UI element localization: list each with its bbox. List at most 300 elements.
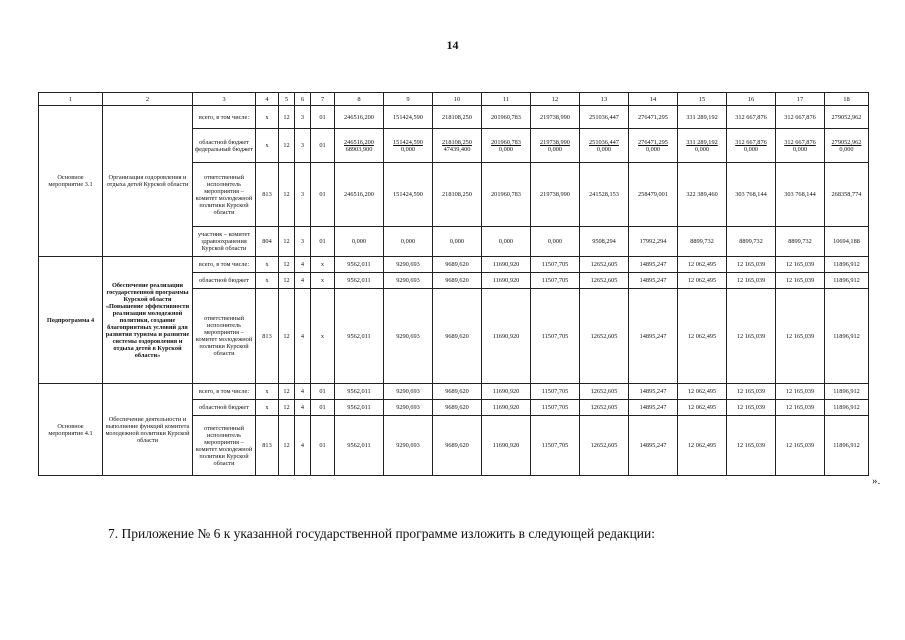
value-text: 0,000	[400, 238, 416, 245]
code-cell: 4	[295, 273, 311, 289]
value-text: 12 165,039	[736, 277, 766, 284]
value-cell	[580, 227, 629, 257]
value-cell	[776, 106, 825, 129]
value-cell	[433, 273, 482, 289]
code-cell: 01	[311, 416, 335, 476]
value-cell	[531, 163, 580, 227]
funding-source-cell: областной бюджет	[193, 273, 256, 289]
value-text: 9290,693	[396, 404, 420, 411]
value-text: 9290,693	[396, 261, 420, 268]
value-cell	[678, 400, 727, 416]
value-cell	[629, 416, 678, 476]
header-cell: 7	[311, 93, 335, 106]
header-cell: 18	[825, 93, 869, 106]
header-cell: 3	[193, 93, 256, 106]
funding-source-cell: всего, в том числе:	[193, 106, 256, 129]
value-cell	[384, 129, 433, 163]
value-text: 322 389,460	[686, 191, 718, 198]
value-cell	[335, 129, 384, 163]
code-cell: х	[311, 289, 335, 384]
code-cell: 4	[295, 289, 311, 384]
value-cell	[678, 289, 727, 384]
item-code-cell: Подпрограмма 4	[39, 257, 103, 384]
value-cell	[727, 289, 776, 384]
value-cell	[335, 257, 384, 273]
funding-source-cell: всего, в том числе:	[193, 384, 256, 400]
value-text: 151424,590	[393, 113, 423, 121]
value-cell	[825, 227, 869, 257]
value-cell	[776, 129, 825, 163]
funding-source-cell: областной бюджет	[193, 400, 256, 416]
value-text: 12652,605	[590, 442, 618, 449]
budget-table	[38, 92, 869, 476]
code-cell: 813	[256, 163, 279, 227]
code-cell: 4	[295, 416, 311, 476]
value-cell	[335, 400, 384, 416]
code-cell: 01	[311, 227, 335, 257]
value-text: 279052,962	[831, 113, 862, 121]
value-text: 14895,247	[639, 388, 667, 395]
item-code-cell: Основное мероприятие 4.1	[39, 384, 103, 476]
code-cell: 4	[295, 384, 311, 400]
header-row	[39, 93, 869, 106]
value-cell	[384, 257, 433, 273]
value-cell	[384, 227, 433, 257]
value-text: 0,000	[449, 238, 465, 245]
value-text: 279052,962	[831, 138, 862, 146]
code-cell: 4	[295, 257, 311, 273]
value-cell	[629, 384, 678, 400]
value-text: 219738,990	[540, 191, 570, 198]
value-text: 12 165,039	[785, 442, 815, 449]
value-cell	[629, 163, 678, 227]
funding-source-cell: ответственный исполнитель мероприятия – комитет молодежной политики Курской области	[193, 416, 256, 476]
value-cell	[384, 289, 433, 384]
header-cell: 2	[103, 93, 193, 106]
value-text: 9562,011	[347, 388, 371, 395]
value-cell	[531, 384, 580, 400]
value-cell	[482, 129, 531, 163]
value-text: 11896,912	[833, 261, 860, 268]
value-cell	[433, 227, 482, 257]
item-title-cell: Организация оздоровления и отдыха детей Курской области	[103, 106, 193, 257]
value-text: 218108,250	[442, 191, 472, 198]
table-row	[39, 106, 869, 129]
instruction-text: 7. Приложение № 6 к указанной государственной программе изложить в следующей редакции:	[108, 526, 655, 541]
value-text: 312 667,876	[735, 113, 767, 121]
item-code-cell: Основное мероприятие 3.1	[39, 106, 103, 257]
value-cell	[433, 106, 482, 129]
value-text: 14895,247	[639, 332, 667, 340]
value-text: 12 165,039	[736, 404, 766, 411]
value-cell	[580, 416, 629, 476]
code-cell: 3	[295, 227, 311, 257]
code-cell: х	[256, 400, 279, 416]
code-cell: 3	[295, 163, 311, 227]
value-text: 12 165,039	[785, 277, 815, 284]
value-text: 331 289,192	[686, 138, 718, 146]
value-cell	[727, 257, 776, 273]
code-cell: 12	[279, 289, 295, 384]
value-cell	[531, 227, 580, 257]
value-text: 246516,200	[344, 138, 374, 146]
value-text: 12 165,039	[736, 388, 766, 395]
value-cell	[580, 129, 629, 163]
value-cell	[678, 106, 727, 129]
value-cell	[678, 257, 727, 273]
value-text: 0,000	[596, 145, 612, 153]
value-text: 14895,247	[639, 261, 667, 268]
value-text: 9562,011	[347, 442, 371, 449]
value-text: 12 165,039	[785, 332, 815, 340]
value-text: 0,000	[351, 238, 367, 245]
value-cell	[482, 106, 531, 129]
value-text: 9508,294	[592, 238, 616, 245]
code-cell: 12	[279, 106, 295, 129]
header-cell: 6	[295, 93, 311, 106]
value-cell	[482, 273, 531, 289]
value-text: 17992,294	[639, 238, 667, 245]
value-cell	[335, 416, 384, 476]
value-text: 151424,590	[393, 138, 423, 146]
value-text: 9562,011	[347, 277, 371, 284]
value-text: 9689,620	[445, 388, 469, 395]
value-text: 0,000	[400, 145, 416, 153]
value-text: 0,000	[694, 145, 710, 153]
value-cell	[629, 289, 678, 384]
value-cell	[678, 416, 727, 476]
funding-source-cell: всего, в том числе:	[193, 257, 256, 273]
funding-source-cell: областной бюджет федеральный бюджет	[193, 129, 256, 163]
value-text: 0,000	[839, 145, 854, 153]
value-cell	[531, 106, 580, 129]
code-cell: х	[256, 273, 279, 289]
value-text: 11690,920	[492, 442, 520, 449]
value-text: 12652,605	[590, 388, 618, 395]
value-cell	[727, 400, 776, 416]
value-cell	[384, 400, 433, 416]
value-cell	[335, 384, 384, 400]
value-text: 11507,705	[541, 442, 569, 449]
value-text: 218108,250	[442, 138, 472, 146]
value-text: 11690,920	[492, 261, 520, 268]
code-cell: х	[256, 384, 279, 400]
value-text: 9562,011	[347, 404, 371, 411]
value-text: 276471,295	[638, 113, 668, 121]
value-cell	[727, 384, 776, 400]
value-cell	[335, 289, 384, 384]
value-cell	[580, 273, 629, 289]
value-text: 47439,400	[443, 145, 471, 153]
code-cell: 12	[279, 227, 295, 257]
value-text: 11690,920	[492, 277, 520, 284]
code-cell: 01	[311, 400, 335, 416]
value-cell	[825, 163, 869, 227]
value-cell	[727, 273, 776, 289]
funding-source-cell: ответственный исполнитель мероприятия – комитет молодежной политики Курской области	[193, 289, 256, 384]
value-cell	[335, 273, 384, 289]
value-text: 11896,912	[833, 277, 860, 284]
value-text: 251036,447	[589, 138, 619, 146]
code-cell: 4	[295, 400, 311, 416]
value-cell	[776, 400, 825, 416]
value-text: 0,000	[743, 145, 759, 153]
value-cell	[384, 273, 433, 289]
value-text: 0,000	[498, 238, 514, 245]
value-cell	[531, 273, 580, 289]
value-cell	[629, 257, 678, 273]
value-text: 10694,188	[833, 238, 860, 245]
value-cell	[727, 163, 776, 227]
value-cell	[727, 129, 776, 163]
header-cell: 12	[531, 93, 580, 106]
value-cell	[580, 163, 629, 227]
value-text: 0,000	[547, 238, 563, 245]
value-text: 9290,693	[396, 332, 420, 340]
value-cell	[629, 129, 678, 163]
value-cell	[531, 129, 580, 163]
value-text: 331 289,192	[686, 113, 718, 121]
code-cell: 804	[256, 227, 279, 257]
value-text: 312 667,876	[784, 113, 816, 121]
value-text: 0,000	[498, 145, 514, 153]
value-text: 251036,447	[589, 113, 619, 121]
value-cell	[433, 129, 482, 163]
header-cell: 8	[335, 93, 384, 106]
value-cell	[384, 384, 433, 400]
item-title-cell: Обеспечение деятельности и выполнение функций комитета молодежной политики Курской области	[103, 384, 193, 476]
item-title-cell: Обеспечение реализации государственной программы Курской области «Повышение эффективности реализации молодежной политики, создание благоприятных условий для развития туризма и развитие системы оздоровления и отдыха детей в Курской области»	[103, 257, 193, 384]
value-text: 11507,705	[541, 261, 569, 268]
value-cell	[580, 106, 629, 129]
value-text: 8899,732	[788, 238, 812, 245]
code-cell: 12	[279, 416, 295, 476]
value-cell	[629, 227, 678, 257]
code-cell: 12	[279, 129, 295, 163]
value-cell	[825, 257, 869, 273]
value-cell	[678, 163, 727, 227]
value-cell	[825, 400, 869, 416]
value-cell	[727, 106, 776, 129]
value-text: 219738,990	[540, 138, 570, 146]
header-cell: 16	[727, 93, 776, 106]
code-cell: 01	[311, 129, 335, 163]
value-text: 12 062,495	[687, 404, 717, 411]
value-text: 12 165,039	[785, 388, 815, 395]
code-cell: 12	[279, 273, 295, 289]
value-text: 11690,920	[492, 404, 520, 411]
value-cell	[678, 227, 727, 257]
value-cell	[335, 163, 384, 227]
value-cell	[482, 416, 531, 476]
value-text: 12 062,495	[687, 332, 717, 340]
value-text: 12 165,039	[785, 261, 815, 268]
value-text: 14895,247	[639, 277, 667, 284]
value-text: 11507,705	[541, 277, 569, 284]
value-cell	[433, 400, 482, 416]
value-text: 0,000	[547, 145, 563, 153]
funding-source-cell: ответственный исполнитель мероприятия – комитет молодежной политики Курской области	[193, 163, 256, 227]
value-cell	[580, 384, 629, 400]
value-text: 12 165,039	[736, 261, 766, 268]
value-cell	[433, 163, 482, 227]
value-text: 9562,011	[347, 261, 371, 268]
value-cell	[825, 273, 869, 289]
value-cell	[776, 273, 825, 289]
value-text: 151424,590	[393, 191, 423, 198]
value-cell	[482, 227, 531, 257]
code-cell: 12	[279, 257, 295, 273]
value-text: 201960,783	[491, 191, 521, 198]
header-cell: 14	[629, 93, 678, 106]
value-text: 12 165,039	[785, 404, 815, 411]
value-cell	[482, 163, 531, 227]
value-cell	[727, 416, 776, 476]
value-text: 0,000	[792, 145, 808, 153]
value-text: 11507,705	[541, 404, 569, 411]
value-text: 68903,900	[345, 145, 373, 153]
value-text: 11690,920	[492, 332, 520, 340]
value-cell	[776, 227, 825, 257]
value-cell	[580, 289, 629, 384]
value-text: 303 768,144	[784, 191, 816, 198]
code-cell: 12	[279, 400, 295, 416]
value-cell	[678, 384, 727, 400]
value-cell	[678, 273, 727, 289]
code-cell: 01	[311, 106, 335, 129]
value-cell	[482, 289, 531, 384]
value-text: 11896,912	[833, 388, 860, 395]
value-text: 11896,912	[833, 442, 860, 449]
value-text: 246516,200	[344, 113, 374, 121]
value-text: 11690,920	[492, 388, 520, 395]
value-cell	[678, 129, 727, 163]
value-cell	[482, 257, 531, 273]
code-cell: х	[311, 273, 335, 289]
value-cell	[825, 129, 869, 163]
header-cell: 15	[678, 93, 727, 106]
value-cell	[335, 106, 384, 129]
value-cell	[531, 416, 580, 476]
value-text: 0,000	[645, 145, 661, 153]
code-cell: 813	[256, 416, 279, 476]
value-cell	[531, 289, 580, 384]
code-cell: х	[256, 129, 279, 163]
value-text: 258479,001	[638, 191, 668, 198]
header-cell: 10	[433, 93, 482, 106]
header-cell: 17	[776, 93, 825, 106]
value-cell	[776, 416, 825, 476]
page-number: 14	[446, 38, 459, 52]
value-text: 201960,783	[491, 138, 521, 146]
value-text: 11896,912	[833, 332, 860, 340]
header-cell: 9	[384, 93, 433, 106]
value-cell	[825, 106, 869, 129]
value-cell	[825, 416, 869, 476]
value-cell	[776, 163, 825, 227]
value-text: 9290,693	[396, 388, 420, 395]
value-text: 201960,783	[491, 113, 521, 121]
value-cell	[384, 106, 433, 129]
value-text: 246516,200	[344, 191, 374, 198]
code-cell: 3	[295, 106, 311, 129]
funding-source-cell: участник – комитет здравоохранения Курской области	[193, 227, 256, 257]
value-cell	[629, 273, 678, 289]
value-cell	[825, 384, 869, 400]
value-cell	[776, 257, 825, 273]
value-text: 12652,605	[590, 277, 618, 284]
value-cell	[580, 400, 629, 416]
value-text: 11896,912	[833, 404, 860, 411]
header-cell: 1	[39, 93, 103, 106]
value-cell	[727, 227, 776, 257]
value-cell	[335, 227, 384, 257]
value-cell	[629, 106, 678, 129]
closing-quote: ».	[872, 475, 881, 487]
code-cell: 813	[256, 289, 279, 384]
code-cell: х	[256, 106, 279, 129]
value-cell	[580, 257, 629, 273]
value-cell	[825, 289, 869, 384]
value-cell	[531, 257, 580, 273]
value-text: 11507,705	[541, 388, 569, 395]
value-cell	[482, 384, 531, 400]
value-text: 303 768,144	[735, 191, 767, 198]
value-text: 11507,705	[541, 332, 569, 340]
value-cell	[433, 416, 482, 476]
value-text: 12 165,039	[736, 332, 766, 340]
value-text: 9689,620	[445, 261, 469, 268]
value-cell	[776, 384, 825, 400]
header-cell: 4	[256, 93, 279, 106]
value-text: 12652,605	[590, 404, 618, 411]
header-cell: 5	[279, 93, 295, 106]
code-cell: 12	[279, 163, 295, 227]
value-text: 268358,774	[831, 191, 862, 198]
value-cell	[629, 400, 678, 416]
value-cell	[482, 400, 531, 416]
code-cell: 01	[311, 163, 335, 227]
table-row	[39, 257, 869, 273]
value-cell	[531, 400, 580, 416]
header-cell: 13	[580, 93, 629, 106]
value-text: 12 062,495	[687, 261, 717, 268]
value-text: 12 062,495	[687, 388, 717, 395]
value-text: 241528,153	[589, 191, 619, 198]
value-cell	[384, 416, 433, 476]
value-text: 14895,247	[639, 442, 667, 449]
value-text: 9689,620	[445, 332, 469, 340]
value-cell	[776, 289, 825, 384]
value-text: 8899,732	[690, 238, 714, 245]
value-text: 12 062,495	[687, 442, 717, 449]
table-row	[39, 384, 869, 400]
value-text: 9689,620	[445, 277, 469, 284]
value-text: 12652,605	[590, 332, 618, 340]
code-cell: 3	[295, 129, 311, 163]
value-text: 219738,990	[540, 113, 570, 121]
value-text: 9562,011	[347, 332, 371, 340]
value-text: 12 062,495	[687, 277, 717, 284]
value-text: 9689,620	[445, 404, 469, 411]
value-text: 276471,295	[638, 138, 668, 146]
header-cell: 11	[482, 93, 531, 106]
value-cell	[433, 384, 482, 400]
value-cell	[384, 163, 433, 227]
code-cell: х	[311, 257, 335, 273]
code-cell: 12	[279, 384, 295, 400]
value-text: 9290,693	[396, 442, 420, 449]
